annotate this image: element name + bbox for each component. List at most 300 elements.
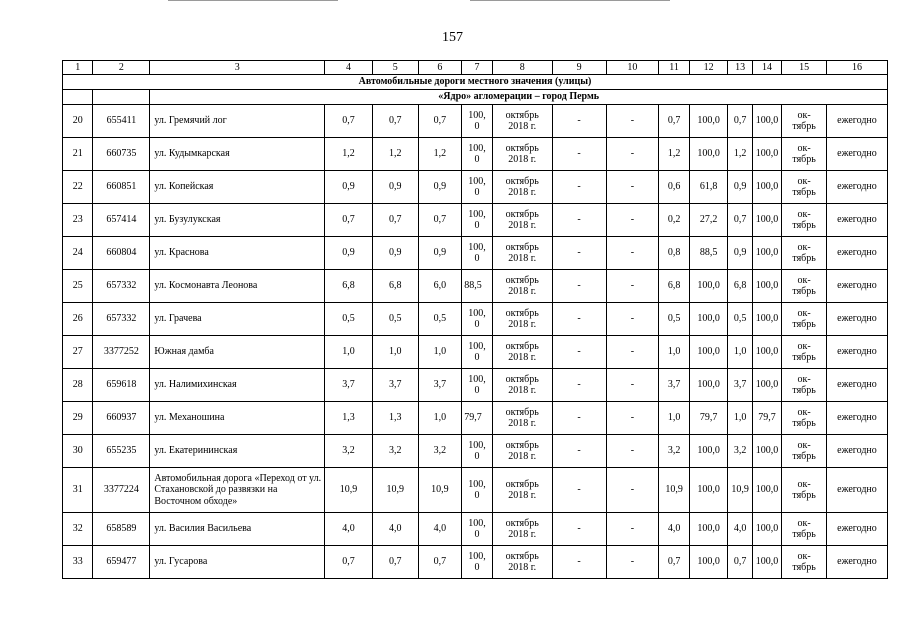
frequency-cell (826, 105, 887, 138)
month-cell-text: ок- (797, 550, 811, 562)
dash-cell (552, 369, 606, 402)
value-cell-text: 3,7 (433, 379, 447, 391)
value-cell (659, 303, 689, 336)
length-cell (325, 513, 373, 546)
percent-cell (462, 138, 492, 171)
month-cell-text: тябрь (792, 220, 816, 231)
road-id-cell (93, 105, 150, 138)
column-number-header: 15 (782, 61, 827, 75)
percent-cell-text: 0 (474, 490, 480, 501)
month-cell (782, 237, 827, 270)
dash-cell (606, 270, 659, 303)
value-cell (728, 435, 752, 468)
dash-cell (552, 402, 606, 435)
row-number-cell (63, 270, 93, 303)
percent-cell-text: 100,0 (697, 379, 720, 391)
month-cell-text: ок- (797, 406, 811, 418)
frequency-cell (826, 303, 887, 336)
value-cell-text: 0,7 (667, 556, 681, 568)
frequency-cell (826, 270, 887, 303)
month-cell-text: тябрь (792, 529, 816, 540)
dash-cell-text: - (630, 556, 635, 568)
percent-cell (689, 303, 728, 336)
value-cell (372, 336, 418, 369)
value-cell-text: 3,7 (388, 379, 402, 391)
length-cell (325, 369, 373, 402)
value-cell (728, 303, 752, 336)
percent-cell (752, 336, 781, 369)
value-cell (418, 468, 462, 513)
value-cell (418, 138, 462, 171)
value-cell-text: 3,2 (433, 445, 447, 457)
value-cell (728, 270, 752, 303)
length-cell-text: 4,0 (342, 523, 355, 535)
value-cell (418, 171, 462, 204)
dash-cell-text: - (577, 115, 581, 127)
dash-cell (606, 336, 659, 369)
road-name-cell (150, 204, 325, 237)
percent-cell (689, 369, 728, 402)
dash-cell-text: - (630, 412, 635, 424)
value-cell-text: 0,9 (433, 247, 447, 259)
date-cell-text: 2018 г. (508, 562, 537, 573)
date-cell (492, 468, 552, 513)
column-number-header: 9 (552, 61, 606, 75)
road-id-cell-text: 655411 (106, 115, 137, 127)
percent-cell-text: 100, (468, 142, 486, 154)
road-id-cell (93, 546, 150, 579)
month-cell-text: ок- (797, 517, 811, 529)
value-cell (728, 468, 752, 513)
column-number-header: 13 (728, 61, 752, 75)
length-cell (325, 336, 373, 369)
value-cell-text: 10,9 (386, 484, 404, 496)
value-cell (372, 468, 418, 513)
percent-cell-text: 100,0 (697, 115, 720, 127)
table-row (63, 546, 888, 579)
dash-cell (552, 546, 606, 579)
frequency-cell (826, 546, 887, 579)
date-cell (492, 204, 552, 237)
frequency-cell-text: ежегодно (837, 523, 877, 535)
percent-cell (462, 369, 492, 402)
value-cell-text: 0,8 (667, 247, 681, 259)
date-cell (492, 513, 552, 546)
value-cell (372, 204, 418, 237)
percent-cell-text: 0 (474, 253, 480, 264)
percent-cell-text: 100, (468, 373, 486, 385)
percent-cell-text: 0 (474, 319, 480, 330)
value-cell (418, 369, 462, 402)
percent-cell-text: 100, (468, 241, 486, 253)
month-cell-text: тябрь (792, 121, 816, 132)
table-row (63, 303, 888, 336)
frequency-cell (826, 369, 887, 402)
column-number-header: 16 (826, 61, 887, 75)
dash-cell-text: - (630, 247, 635, 259)
length-cell-text: 1,3 (342, 412, 355, 424)
length-cell (325, 270, 373, 303)
percent-cell-text: 100,0 (755, 556, 779, 568)
value-cell (659, 204, 689, 237)
value-cell-text: 0,5 (388, 313, 402, 325)
percent-cell (689, 435, 728, 468)
road-id-cell-text: 655235 (106, 445, 137, 457)
percent-cell-text: 0 (474, 451, 480, 462)
road-name-cell (150, 237, 325, 270)
month-cell-text: ок- (797, 109, 811, 121)
percent-cell-text: 100,0 (697, 523, 720, 535)
row-number-cell (63, 369, 93, 402)
value-cell-text: 0,5 (433, 313, 447, 325)
column-number-header-row (63, 61, 888, 75)
month-cell-text: тябрь (792, 319, 816, 330)
percent-cell-text: 100,0 (755, 445, 779, 457)
dash-cell (552, 435, 606, 468)
value-cell-text: 0,9 (388, 181, 402, 193)
value-cell-text: 0,6 (667, 181, 681, 193)
value-cell (728, 204, 752, 237)
row-number-cell-text: 20 (72, 115, 83, 127)
road-name-cell (150, 303, 325, 336)
frequency-cell (826, 138, 887, 171)
road-name-cell-text: ул. Грачева (154, 313, 202, 325)
percent-cell-text: 100,0 (755, 523, 779, 535)
date-cell-text: 2018 г. (508, 490, 537, 501)
month-cell-text: тябрь (792, 286, 816, 297)
date-cell (492, 237, 552, 270)
frequency-cell-text: ежегодно (837, 313, 877, 325)
row-number-cell (63, 171, 93, 204)
percent-cell-text: 100,0 (755, 280, 779, 292)
value-cell-text: 1,0 (667, 346, 681, 358)
length-cell (325, 546, 373, 579)
dash-cell-text: - (577, 412, 581, 424)
dash-cell-text: - (630, 148, 635, 160)
percent-cell-text: 100,0 (755, 247, 779, 259)
value-cell (372, 237, 418, 270)
value-cell-text: 1,0 (733, 346, 747, 358)
value-cell-text: 0,7 (433, 556, 447, 568)
length-cell-text: 0,9 (342, 247, 355, 259)
road-name-cell (150, 435, 325, 468)
date-cell (492, 435, 552, 468)
value-cell (418, 435, 462, 468)
date-cell-text: октябрь (505, 478, 539, 490)
dash-cell (552, 105, 606, 138)
percent-cell (752, 369, 781, 402)
percent-cell-text: 88,5 (464, 280, 482, 292)
date-cell-text: октябрь (505, 274, 539, 286)
road-id-cell (93, 336, 150, 369)
date-cell-text: 2018 г. (508, 286, 537, 297)
date-cell (492, 270, 552, 303)
percent-cell-text: 79,7 (758, 412, 776, 424)
value-cell-text: 6,8 (667, 280, 681, 292)
value-cell-text: 0,9 (733, 247, 747, 259)
value-cell (659, 402, 689, 435)
percent-cell-text: 100,0 (697, 313, 720, 325)
length-cell (325, 105, 373, 138)
length-cell (325, 303, 373, 336)
value-cell-text: 4,0 (733, 523, 747, 535)
value-cell-text: 10,9 (731, 484, 749, 496)
road-name-cell-text: ул. Василия Васильева (154, 523, 252, 535)
date-cell-text: 2018 г. (508, 451, 537, 462)
month-cell-text: тябрь (792, 418, 816, 429)
empty-cell (93, 90, 150, 105)
frequency-cell-text: ежегодно (837, 214, 877, 226)
dash-cell (552, 237, 606, 270)
month-cell (782, 468, 827, 513)
row-number-cell-text: 33 (72, 556, 83, 568)
value-cell (659, 435, 689, 468)
frequency-cell (826, 204, 887, 237)
frequency-cell (826, 435, 887, 468)
row-number-cell-text: 25 (72, 280, 83, 292)
month-cell (782, 105, 827, 138)
length-cell (325, 402, 373, 435)
dash-cell (606, 402, 659, 435)
column-number-header: 8 (492, 61, 552, 75)
length-cell (325, 204, 373, 237)
frequency-cell-text: ежегодно (837, 346, 877, 358)
value-cell-text: 1,0 (433, 346, 447, 358)
month-cell-text: тябрь (792, 187, 816, 198)
percent-cell-text: 100,0 (697, 148, 720, 160)
percent-cell (462, 336, 492, 369)
road-name-cell-text: ул. Краснова (154, 247, 209, 259)
percent-cell (462, 204, 492, 237)
month-cell-text: ок- (797, 307, 811, 319)
percent-cell-text: 0 (474, 121, 480, 132)
table-row (63, 237, 888, 270)
dash-cell (606, 303, 659, 336)
subsection-row (63, 90, 888, 105)
row-number-cell (63, 402, 93, 435)
frequency-cell (826, 513, 887, 546)
length-cell-text: 0,9 (342, 181, 355, 193)
percent-cell (752, 402, 781, 435)
month-cell-text: ок- (797, 340, 811, 352)
value-cell (418, 336, 462, 369)
road-name-cell-text: ул. Механошина (154, 412, 225, 424)
percent-cell-text: 100,0 (755, 181, 779, 193)
value-cell-text: 0,9 (388, 247, 402, 259)
road-name-cell-text: ул. Кудымкарская (154, 148, 230, 160)
value-cell-text: 1,3 (388, 412, 402, 424)
road-id-cell-text: 3377224 (103, 484, 139, 496)
section-title: Автомобильные дороги местного значения (улицы) (63, 75, 888, 90)
percent-cell-text: 0 (474, 529, 480, 540)
column-number-header: 2 (93, 61, 150, 75)
road-id-cell (93, 138, 150, 171)
value-cell (372, 546, 418, 579)
road-name-cell-text: Южная дамба (154, 346, 214, 358)
value-cell-text: 6,8 (733, 280, 747, 292)
percent-cell-text: 0 (474, 154, 480, 165)
date-cell-text: 2018 г. (508, 121, 537, 132)
percent-cell (689, 237, 728, 270)
dash-cell-text: - (577, 556, 581, 568)
date-cell-text: 2018 г. (508, 529, 537, 540)
table-row (63, 204, 888, 237)
month-cell (782, 303, 827, 336)
roads-table (62, 60, 888, 579)
date-cell (492, 336, 552, 369)
value-cell (418, 237, 462, 270)
date-cell-text: 2018 г. (508, 418, 537, 429)
value-cell (372, 171, 418, 204)
month-cell-text: ок- (797, 373, 811, 385)
road-name-cell-text: Автомобильная дорога «Переход от ул. Стахановской до развязки на Восточном обходе» (154, 472, 322, 507)
percent-cell (689, 546, 728, 579)
month-cell (782, 435, 827, 468)
column-number-header: 1 (63, 61, 93, 75)
value-cell-text: 1,0 (388, 346, 402, 358)
dash-cell-text: - (630, 181, 635, 193)
percent-cell (752, 435, 781, 468)
dash-cell-text: - (577, 445, 581, 457)
length-cell (325, 237, 373, 270)
table-row (63, 105, 888, 138)
top-rule-right (470, 0, 670, 1)
frequency-cell (826, 468, 887, 513)
value-cell (418, 402, 462, 435)
dash-cell (552, 468, 606, 513)
percent-cell (752, 303, 781, 336)
dash-cell-text: - (577, 280, 581, 292)
row-number-cell (63, 336, 93, 369)
row-number-cell-text: 30 (72, 445, 83, 457)
road-id-cell-text: 658589 (106, 523, 137, 535)
table-row (63, 513, 888, 546)
percent-cell (462, 513, 492, 546)
frequency-cell-text: ежегодно (837, 484, 877, 496)
length-cell-text: 1,0 (342, 346, 355, 358)
dash-cell (606, 138, 659, 171)
row-number-cell-text: 32 (72, 523, 83, 535)
frequency-cell (826, 336, 887, 369)
percent-cell (689, 336, 728, 369)
length-cell-text: 10,9 (339, 484, 358, 496)
percent-cell-text: 100,0 (697, 280, 720, 292)
frequency-cell-text: ежегодно (837, 247, 877, 259)
row-number-cell (63, 138, 93, 171)
row-number-cell-text: 26 (72, 313, 83, 325)
value-cell-text: 0,5 (667, 313, 681, 325)
date-cell-text: октябрь (505, 517, 539, 529)
percent-cell (462, 171, 492, 204)
percent-cell-text: 100, (468, 175, 486, 187)
dash-cell-text: - (630, 379, 635, 391)
length-cell (325, 435, 373, 468)
frequency-cell-text: ежегодно (837, 181, 877, 193)
percent-cell-text: 61,8 (699, 181, 718, 193)
month-cell (782, 546, 827, 579)
dash-cell (606, 435, 659, 468)
value-cell-text: 10,9 (665, 484, 683, 496)
percent-cell-text: 100,0 (755, 346, 779, 358)
date-cell-text: октябрь (505, 340, 539, 352)
road-id-cell (93, 402, 150, 435)
length-cell-text: 3,2 (342, 445, 355, 457)
road-name-cell (150, 138, 325, 171)
value-cell-text: 0,7 (733, 214, 747, 226)
month-cell-text: ок- (797, 274, 811, 286)
value-cell (728, 105, 752, 138)
dash-cell-text: - (630, 115, 635, 127)
value-cell-text: 0,7 (733, 556, 747, 568)
road-id-cell (93, 270, 150, 303)
percent-cell-text: 0 (474, 187, 480, 198)
date-cell-text: 2018 г. (508, 220, 537, 231)
date-cell-text: октябрь (505, 406, 539, 418)
value-cell (659, 237, 689, 270)
value-cell (659, 546, 689, 579)
dash-cell-text: - (577, 379, 581, 391)
percent-cell (462, 435, 492, 468)
length-cell-text: 0,7 (342, 115, 355, 127)
length-cell (325, 138, 373, 171)
dash-cell-text: - (630, 346, 635, 358)
percent-cell (752, 468, 781, 513)
dash-cell-text: - (630, 523, 635, 535)
percent-cell (689, 513, 728, 546)
percent-cell-text: 100, (468, 517, 486, 529)
value-cell-text: 4,0 (388, 523, 402, 535)
row-number-cell-text: 27 (72, 346, 83, 358)
date-cell-text: октябрь (505, 175, 539, 187)
date-cell-text: октябрь (505, 208, 539, 220)
date-cell-text: октябрь (505, 241, 539, 253)
length-cell (325, 468, 373, 513)
value-cell-text: 0,9 (433, 181, 447, 193)
row-number-cell-text: 28 (72, 379, 83, 391)
road-id-cell (93, 435, 150, 468)
value-cell (372, 138, 418, 171)
month-cell (782, 336, 827, 369)
value-cell (418, 204, 462, 237)
length-cell (325, 171, 373, 204)
date-cell-text: 2018 г. (508, 187, 537, 198)
road-id-cell-text: 660937 (106, 412, 137, 424)
percent-cell (689, 171, 728, 204)
value-cell (372, 402, 418, 435)
percent-cell-text: 100,0 (755, 214, 779, 226)
road-name-cell-text: ул. Екатерининская (154, 445, 238, 457)
month-cell (782, 138, 827, 171)
table-row (63, 336, 888, 369)
road-name-cell (150, 546, 325, 579)
month-cell-text: тябрь (792, 490, 816, 501)
date-cell (492, 171, 552, 204)
dash-cell-text: - (577, 346, 581, 358)
date-cell-text: октябрь (505, 109, 539, 121)
value-cell (418, 546, 462, 579)
frequency-cell-text: ежегодно (837, 556, 877, 568)
value-cell (659, 171, 689, 204)
table-row (63, 138, 888, 171)
road-id-cell-text: 657414 (106, 214, 137, 226)
frequency-cell (826, 237, 887, 270)
value-cell (728, 237, 752, 270)
value-cell (418, 303, 462, 336)
date-cell (492, 369, 552, 402)
date-cell-text: октябрь (505, 439, 539, 451)
table-row (63, 369, 888, 402)
frequency-cell-text: ежегодно (837, 445, 877, 457)
